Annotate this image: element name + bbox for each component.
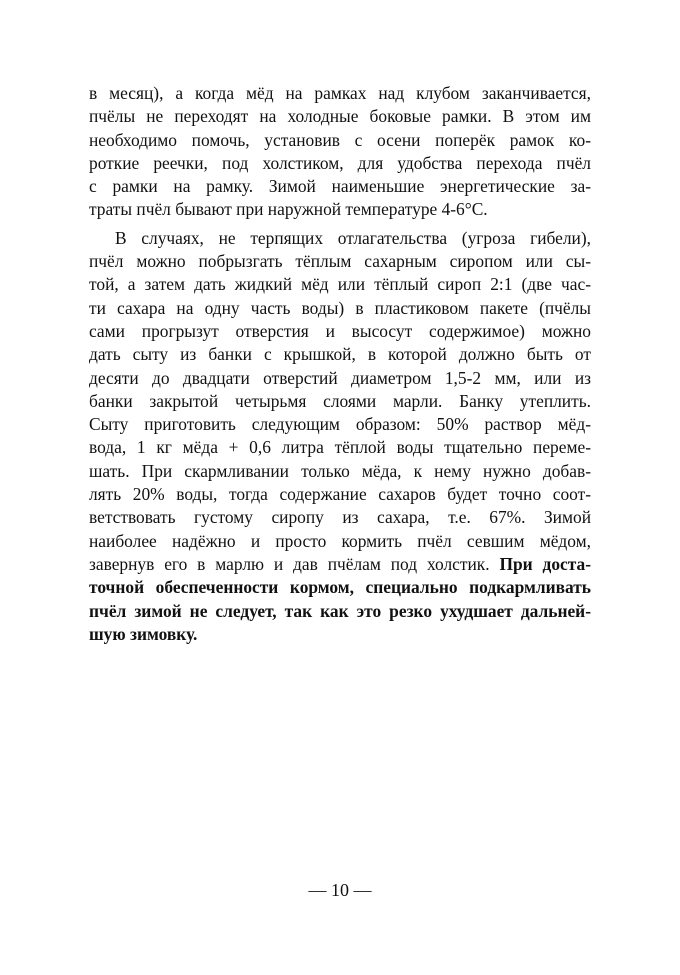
text-line: с рамки на рамку. Зимой наименьшие энергетические за- <box>89 176 591 197</box>
paragraph-2 <box>89 227 591 646</box>
text-line: дать сыту из банки с крышкой, в которой должно быть от <box>89 344 591 365</box>
text-line-indented: В случаях, не терпящих отлагательства (угроза гибели), <box>115 227 591 248</box>
paragraph-1 <box>89 82 591 222</box>
bold-text-line: пчёл зимой не следует, так как это резко ухудшает дальней- <box>89 600 591 621</box>
text-line: ветствовать густому сиропу из сахара, т.е. 67%. Зимой <box>89 507 591 528</box>
text-line: десяти до двадцати отверстий диаметром 1,5-2 мм, или из <box>89 367 591 388</box>
text-line: Сыту приготовить следующим образом: 50% раствор мёд- <box>89 414 591 435</box>
text-line: ти сахара на одну часть воды) в пластиковом пакете (пчёлы <box>89 297 591 318</box>
text-line: траты пчёл бывают при наружной температуре 4-6°С. <box>89 199 488 220</box>
text-line: необходимо помочь, установив с осени поперёк рамок ко- <box>89 129 591 150</box>
text-line: вода, 1 кг мёда + 0,6 литра тёплой воды тщательно переме- <box>89 437 591 458</box>
bold-text-line: шую зимовку. <box>89 623 198 644</box>
text-line: шать. При скармливании только мёда, к нему нужно добав- <box>89 460 591 481</box>
body-text <box>89 82 591 646</box>
bold-text-run: При доста- <box>499 553 591 574</box>
text-line: пчёлы не переходят на холодные боковые рамки. В этом им <box>89 106 591 127</box>
text-line: сами прогрызут отверстия и высосут содержимое) можно <box>89 320 591 341</box>
text-line: лять 20% воды, тогда содержание сахаров будет точно соот- <box>89 484 591 505</box>
text-line: банки закрытой четырьмя слоями марли. Банку утеплить. <box>89 390 591 411</box>
text-line: пчёл можно побрызгать тёплым сахарным сиропом или сы- <box>89 251 591 272</box>
bold-text-line: точной обеспеченности кормом, специально подкармливать <box>89 577 591 598</box>
text-line: в месяц), а когда мёд на рамках над клубом заканчивается, <box>89 83 591 103</box>
text-line: роткие реечки, под холстиком, для удобства перехода пчёл <box>89 152 591 173</box>
text-line-mixed <box>89 553 591 576</box>
text-line: той, а затем дать жидкий мёд или тёплый сироп 2:1 (две час- <box>89 274 591 295</box>
text-line: наиболее надёжно и просто кормить пчёл севшим мёдом, <box>89 530 591 551</box>
text-run: завернув его в марлю и дав пчёлам под холстик. <box>89 553 500 574</box>
page-number: — 10 — <box>308 880 372 900</box>
